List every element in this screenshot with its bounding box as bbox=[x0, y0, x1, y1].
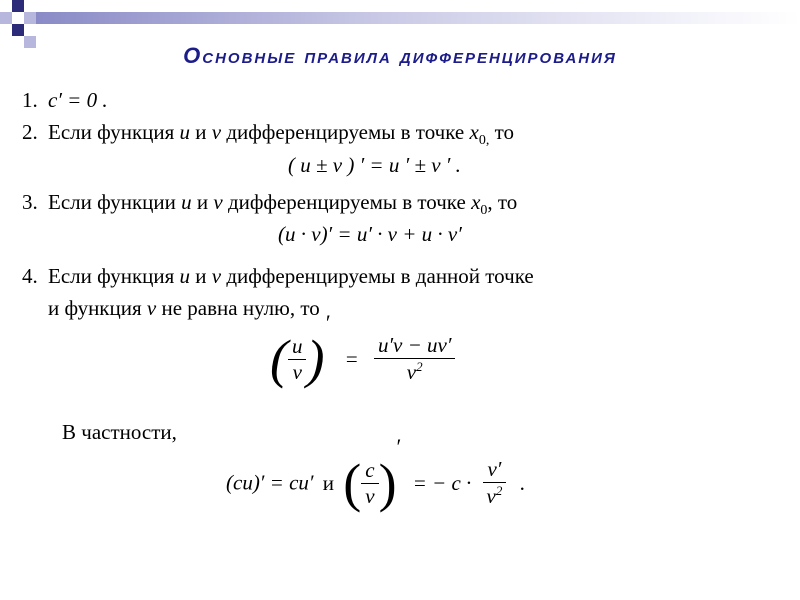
den-exponent: 2 bbox=[416, 359, 423, 374]
rule-text: дифференцируемы в данной точке bbox=[221, 264, 534, 288]
left-paren: ( bbox=[270, 329, 288, 389]
rule-text: Если функция bbox=[48, 120, 180, 144]
var-x0-sub: 0 bbox=[480, 203, 488, 219]
decor-square bbox=[12, 24, 24, 36]
reciprocal-fraction bbox=[483, 457, 507, 509]
rule-text: дифференцируемы в точке bbox=[222, 190, 472, 214]
left-paren: ( bbox=[343, 453, 362, 513]
right-paren: ) bbox=[378, 453, 397, 513]
rule-2-formula: ( u ± v ) ′ = u ′ ± v ′ . bbox=[288, 153, 461, 177]
fraction-denominator bbox=[483, 483, 507, 509]
var-x0-sub: 0, bbox=[478, 133, 490, 149]
fraction-numerator: u bbox=[288, 334, 307, 360]
decor-square bbox=[0, 12, 12, 24]
den-base: v bbox=[406, 360, 417, 384]
equals-sign: = bbox=[344, 346, 359, 371]
particular-formula bbox=[226, 433, 525, 513]
rule-4-formula bbox=[270, 309, 455, 389]
rule-number: 4. bbox=[22, 264, 38, 288]
var-v: v bbox=[211, 120, 222, 144]
rule-text: Если функция bbox=[48, 264, 180, 288]
rule-4 bbox=[22, 264, 534, 289]
fraction-denominator: v bbox=[292, 359, 302, 384]
rule-text: не равна нулю, то bbox=[156, 296, 320, 320]
header-gradient-bar bbox=[36, 12, 800, 24]
var-v: v bbox=[211, 264, 222, 288]
decor-square bbox=[24, 12, 36, 24]
var-u: u bbox=[181, 190, 192, 214]
conjunction: и bbox=[322, 470, 334, 495]
var-v: v bbox=[146, 296, 157, 320]
rule-text: дифференцируемы в точке bbox=[221, 120, 470, 144]
right-paren: ) bbox=[306, 329, 325, 389]
rule-number: 1. bbox=[22, 88, 38, 112]
fraction-denominator: v bbox=[365, 483, 375, 508]
rule-text: и bbox=[190, 120, 212, 144]
rhs-prefix: = − c · bbox=[412, 470, 472, 495]
rule-text: Если функции bbox=[48, 190, 182, 214]
rule-text: , то bbox=[487, 190, 518, 214]
fraction-denominator bbox=[374, 359, 456, 385]
particular-label: В частности, bbox=[62, 420, 177, 444]
var-x0: x bbox=[471, 190, 481, 214]
den-exponent: 2 bbox=[495, 483, 503, 498]
rule-3-formula: (u · v)′ = u′ · v + u · v′ bbox=[278, 222, 462, 246]
den-base: v bbox=[486, 484, 496, 508]
rule-text: и функция bbox=[48, 296, 147, 320]
quotient-rhs-fraction bbox=[374, 333, 456, 385]
fraction-numerator: u′v − uv′ bbox=[374, 333, 456, 359]
rule-2 bbox=[22, 120, 514, 149]
rule-1 bbox=[22, 88, 108, 113]
end-period: . bbox=[519, 470, 525, 495]
scalar-fraction bbox=[361, 458, 378, 509]
prime-mark: ′ bbox=[396, 433, 402, 459]
rule-number: 2. bbox=[22, 120, 38, 144]
fraction-numerator: v′ bbox=[483, 457, 507, 483]
var-x0: x bbox=[469, 120, 479, 144]
decor-square bbox=[12, 0, 24, 12]
rule-number: 3. bbox=[22, 190, 38, 214]
page-title: Основные правила дифференцирования bbox=[183, 43, 617, 68]
quotient-fraction bbox=[288, 334, 307, 385]
fraction-numerator: c bbox=[361, 458, 378, 484]
var-u: u bbox=[179, 120, 191, 144]
var-v: v bbox=[213, 190, 223, 214]
rule-1-formula: c′ = 0 . bbox=[48, 88, 108, 112]
prime-mark: ′ bbox=[324, 309, 330, 335]
scalar-rule: (cu)′ = cu′ bbox=[226, 470, 314, 495]
rule-text: и bbox=[191, 190, 214, 214]
rule-4-line-2 bbox=[48, 296, 320, 321]
rule-text: то bbox=[489, 120, 514, 144]
var-u: u bbox=[179, 264, 191, 288]
rule-3 bbox=[22, 190, 517, 219]
rule-text: и bbox=[190, 264, 212, 288]
